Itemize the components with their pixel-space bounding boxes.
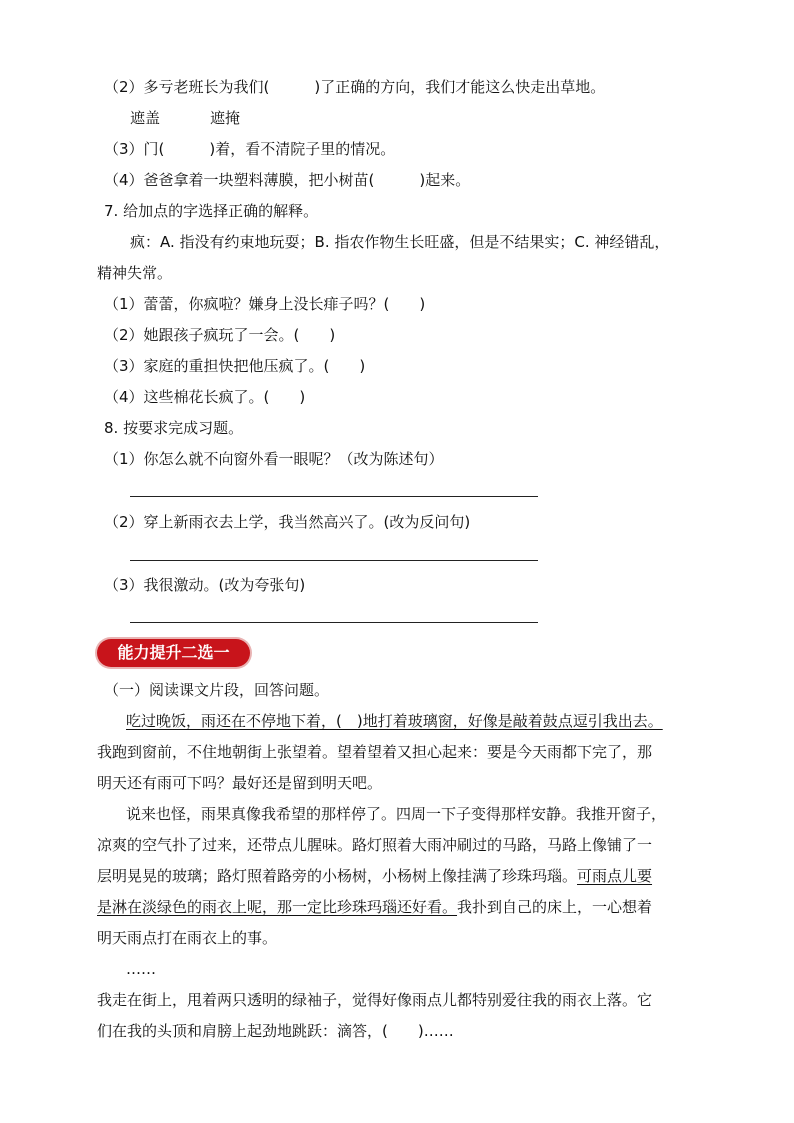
q7-title: 7. 给加点的字选择正确的解释。: [104, 202, 319, 220]
paragraph-1-line-3: 明天还有雨可下吗？最好还是留到明天吧。: [97, 774, 383, 792]
q8-item-2: （2）穿上新雨衣去上学，我当然高兴了。(改为反问句): [104, 513, 471, 531]
q7-item-2: （2）她跟孩子疯玩了一会。( ): [104, 326, 336, 344]
ellipsis: ……: [126, 960, 156, 978]
q7-item-1: （1）蕾蕾，你疯啦？嫌身上没长痱子吗？( ): [104, 295, 426, 313]
q8-title: 8. 按要求完成习题。: [104, 419, 244, 437]
q6-item-3: （3）门( )着，看不清院子里的情况。: [104, 140, 396, 158]
choice-2: 遮掩: [210, 109, 241, 127]
paragraph-2-line-2: 凉爽的空气扑了过来，还带点儿腥味。路灯照着大雨冲刷过的马路，马路上像铺了一: [97, 836, 653, 854]
paragraph-3-line-2: 们在我的头顶和肩膀上起劲地跳跃：滴答，( )……: [97, 1022, 454, 1040]
paragraph-3-line-1: 我走在街上，甩着两只透明的绿袖子，觉得好像雨点儿都特别爱往我的雨衣上落。它: [97, 991, 653, 1009]
answer-line-3[interactable]: [130, 622, 538, 623]
q7-definition-line-1: 疯：A. 指没有约束地玩耍；B. 指农作物生长旺盛，但是不结果实；C. 神经错乱，: [130, 233, 670, 251]
q8-item-1: （1）你怎么就不向窗外看一眼呢？（改为陈述句）: [104, 450, 444, 468]
paragraph-2-line-4-plain: 我扑到自己的床上，一心想着: [457, 898, 653, 916]
reading-intro: （一）阅读课文片段，回答问题。: [104, 681, 330, 699]
section-banner: 能力提升二选一: [97, 639, 250, 667]
answer-line-2[interactable]: [130, 560, 538, 561]
paragraph-2-line-1: 说来也怪，雨果真像我希望的那样停了。四周一下子变得那样安静。我推开窗子，: [126, 805, 667, 823]
q6-item-2: （2）多亏老班长为我们( )了正确的方向，我们才能这么快走出草地。: [104, 78, 606, 96]
paragraph-2-line-4: [97, 897, 652, 917]
paragraph-2-line-4-underlined: 是淋在淡绿色的雨衣上呢，那一定比珍珠玛瑙还好看。: [97, 898, 458, 916]
q7-item-3: （3）家庭的重担快把他压疯了。( ): [104, 357, 366, 375]
paragraph-1-line-1: 吃过晚饭，雨还在不停地下着，( )地打着玻璃窗，好像是敲着鼓点逗引我出去。: [126, 712, 663, 730]
q7-item-4: （4）这些棉花长疯了。( ): [104, 388, 306, 406]
paragraph-2-line-5: 明天雨点打在雨衣上的事。: [97, 929, 278, 947]
answer-line-1[interactable]: [130, 496, 538, 497]
q6-item-4: （4）爸爸拿着一块塑料薄膜，把小树苗( )起来。: [104, 171, 471, 189]
paragraph-2-line-3: [97, 866, 652, 886]
choice-1: 遮盖: [130, 109, 161, 127]
paragraph-2-line-3-underlined: 可雨点儿要: [577, 867, 653, 885]
q7-definition-line-2: 精神失常。: [97, 264, 173, 282]
paragraph-1-line-2: 我跑到窗前，不住地朝街上张望着。望着望着又担心起来：要是今天雨都下完了，那: [97, 743, 653, 761]
paragraph-2-line-3-plain: 层明晃晃的玻璃；路灯照着路旁的小杨树，小杨树上像挂满了珍珠玛瑙。: [97, 867, 578, 885]
q8-item-3: （3）我很激动。(改为夸张句): [104, 576, 306, 594]
